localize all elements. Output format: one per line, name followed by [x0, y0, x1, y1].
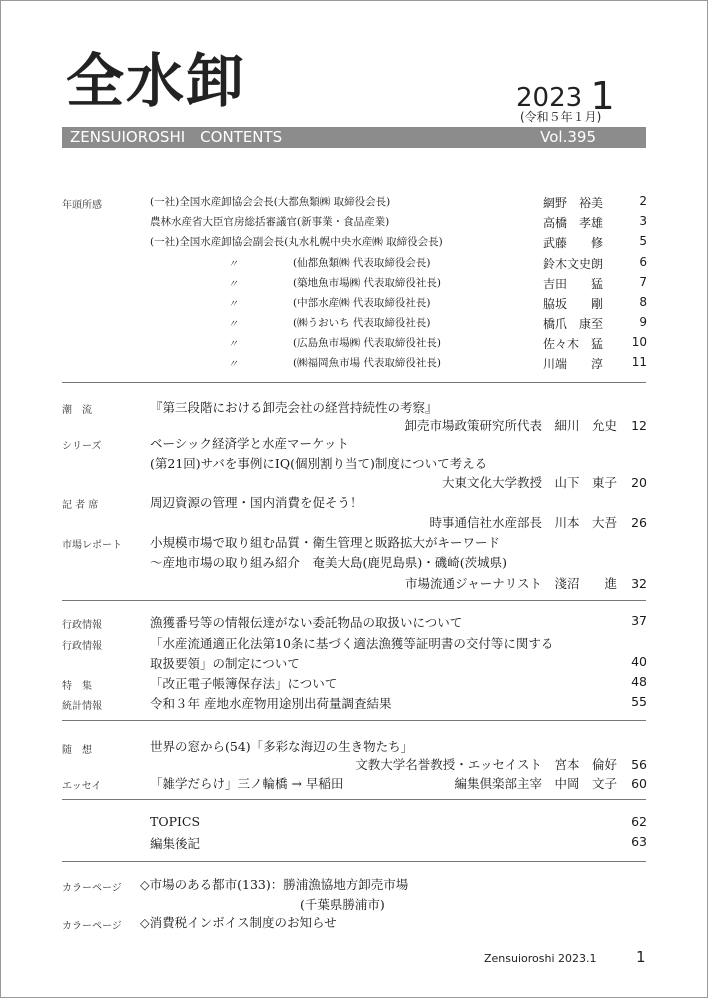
- page-number: 56: [631, 757, 647, 772]
- section-divider: [62, 799, 646, 800]
- article-title[interactable]: 「水産流通適正化法第10条に基づく適法漁獲等証明書の交付等に関する: [150, 636, 554, 651]
- toc-description: 農林水産省大臣官房総括審議官(新事業・食品産業): [150, 216, 390, 228]
- article-page: [617, 674, 647, 689]
- author-name: 佐々木 猛: [543, 337, 604, 351]
- section-divider: [62, 861, 646, 862]
- page-number: 55: [631, 694, 647, 709]
- contents-banner: [62, 127, 646, 148]
- ditto-mark: 〃: [228, 279, 238, 290]
- toc-row[interactable]: [0, 335, 710, 353]
- page-number: 5: [639, 234, 647, 248]
- toc-row[interactable]: [0, 275, 710, 293]
- section-label-color-page: カラーページ: [62, 883, 122, 894]
- page-number: 48: [631, 674, 647, 689]
- color-page-title[interactable]: ◇市場のある都市(133)：勝浦漁協地方卸売市場: [140, 877, 409, 892]
- byline-text: 市場流通ジャーナリスト 淺沼 進: [404, 576, 617, 591]
- byline-text: 編集倶楽部主宰 中岡 文子: [454, 776, 617, 791]
- article-byline: [442, 473, 647, 491]
- article-subtitle[interactable]: 取扱要領」の制定について: [150, 656, 300, 671]
- article-byline: [404, 416, 647, 434]
- article-title[interactable]: 『第三段階における卸売会社の経営持続性の考察』: [150, 400, 438, 415]
- section-divider: [62, 382, 646, 383]
- page-number: 3: [639, 214, 647, 228]
- ditto-mark: 〃: [228, 259, 238, 270]
- page-number: 12: [631, 418, 647, 433]
- page-number: 8: [639, 295, 647, 309]
- issue-year: 2023: [516, 83, 583, 113]
- toc-row[interactable]: [0, 355, 710, 373]
- section-label-market-report: 市場レポート: [62, 540, 122, 551]
- toc-row[interactable]: [0, 295, 710, 313]
- page-number: 10: [631, 335, 647, 349]
- author-name: 脇坂 剛: [543, 297, 604, 311]
- toc-row[interactable]: [0, 255, 710, 273]
- article-byline: [454, 774, 647, 792]
- section-label-statistics: 統計情報: [62, 701, 102, 712]
- toc-description: (㈱うおいち 代表取締役社長): [293, 317, 431, 329]
- toc-row[interactable]: [0, 214, 710, 232]
- topics-page: [617, 814, 647, 829]
- toc-row[interactable]: [0, 234, 710, 252]
- article-title[interactable]: 「雑学だらけ」三ノ輪橋 → 早稲田: [150, 776, 344, 791]
- author-name: 武藤 修: [543, 236, 604, 250]
- toc-description: (広島魚市場㈱ 代表取締役社長): [293, 337, 442, 349]
- article-page: [617, 654, 647, 669]
- article-page: [617, 694, 647, 709]
- section-label-admin: 行政情報: [62, 620, 102, 631]
- ditto-mark: 〃: [228, 359, 238, 370]
- magazine-logo: 全水卸: [66, 47, 247, 115]
- article-title[interactable]: ベーシック経済学と水産マーケット: [150, 436, 349, 451]
- toc-description: (仙都魚類㈱ 代表取締役会長): [293, 257, 431, 269]
- page-number: 26: [631, 515, 647, 530]
- toc-description: (㈱福岡魚市場 代表取締役社長): [293, 357, 442, 369]
- author-name: 吉田 猛: [543, 277, 604, 291]
- toc-description: (一社)全国水産卸協会副会長(丸水札幌中央水産㈱ 取締役会長): [150, 236, 443, 248]
- page-number: 20: [631, 475, 647, 490]
- issue-era: (令和５年１月): [520, 110, 602, 124]
- page-number: 32: [631, 576, 647, 591]
- page-number: 62: [631, 814, 647, 829]
- footer-issue: Zensuioroshi 2023.1: [484, 952, 597, 965]
- toc-description: (一社)全国水産卸協会会長(大都魚類㈱ 取締役会長): [150, 196, 391, 208]
- ditto-mark: 〃: [228, 299, 238, 310]
- volume-number: Vol.395: [540, 128, 596, 146]
- color-page-subtitle: (千葉県勝浦市): [300, 897, 385, 912]
- topics-title[interactable]: TOPICS: [150, 814, 201, 829]
- section-label-admin: 行政情報: [62, 641, 102, 652]
- article-byline: [429, 513, 647, 531]
- section-divider: [62, 600, 646, 601]
- section-label-series: シリーズ: [62, 441, 102, 452]
- article-byline: [355, 755, 647, 773]
- article-title[interactable]: 漁獲番号等の情報伝達がない委託物品の取扱いについて: [150, 615, 463, 630]
- toc-description: (中部水産㈱ 代表取締役社長): [293, 297, 431, 309]
- article-subtitle[interactable]: (第21回)サバを事例にIQ(個別割り当て)制度について考える: [150, 456, 488, 471]
- article-title[interactable]: 小規模市場で取り組む品質・衛生管理と販路拡大がキーワード: [150, 535, 501, 550]
- author-name: 鈴木文史朗: [543, 257, 604, 271]
- toc-description: (築地魚市場㈱ 代表取締役社長): [293, 277, 442, 289]
- author-name: 橋爪 康至: [543, 317, 604, 331]
- section-label-color-page: カラーページ: [62, 921, 122, 932]
- page-number: 6: [639, 255, 647, 269]
- article-page: [617, 613, 647, 628]
- section-label-greetings: 年頭所感: [62, 200, 102, 211]
- author-name: 高橋 孝雄: [543, 216, 604, 230]
- author-name: 網野 裕美: [543, 196, 604, 210]
- section-label-essay-2: エッセイ: [62, 781, 102, 792]
- section-divider: [62, 720, 646, 721]
- article-title[interactable]: 世界の窓から(54)「多彩な海辺の生き物たち」: [150, 739, 414, 754]
- section-label-trend: 潮 流: [62, 405, 92, 416]
- page-number: 63: [631, 834, 647, 849]
- page-number: 11: [631, 355, 647, 369]
- article-title[interactable]: 令和３年 産地水産物用途別出荷量調査結果: [150, 696, 392, 711]
- ditto-mark: 〃: [228, 319, 238, 330]
- byline-text: 文教大学名誉教授・エッセイスト 宮本 倫好: [355, 757, 617, 772]
- page-number: 9: [639, 315, 647, 329]
- afterword-title[interactable]: 編集後記: [150, 836, 201, 851]
- section-label-essay: 随 想: [62, 745, 92, 756]
- banner-title: ZENSUIOROSHI CONTENTS: [70, 128, 283, 146]
- section-label-feature: 特 集: [62, 681, 92, 692]
- article-byline: [405, 574, 647, 592]
- afterword-page: [617, 834, 647, 849]
- page-number: 7: [639, 275, 647, 289]
- footer-page-number: 1: [636, 948, 646, 966]
- toc-row[interactable]: [0, 194, 710, 212]
- page-number: 37: [631, 613, 647, 628]
- byline-text: 大東文化大学教授 山下 東子: [441, 475, 617, 490]
- author-name: 川端 淳: [543, 357, 604, 371]
- toc-row[interactable]: [0, 315, 710, 333]
- ditto-mark: 〃: [228, 339, 238, 350]
- byline-text: 時事通信社水産部長 川本 大吾: [429, 515, 617, 530]
- section-label-press: 記 者 席: [62, 500, 99, 511]
- page-number: 40: [631, 654, 647, 669]
- issue-month: 1: [590, 74, 615, 118]
- color-page-title[interactable]: ◇消費税インボイス制度のお知らせ: [140, 915, 337, 930]
- article-title[interactable]: 「改正電子帳簿保存法」について: [150, 676, 338, 691]
- page-number: 60: [631, 776, 647, 791]
- article-subtitle[interactable]: ～産地市場の取り組み紹介 奄美大島(鹿児島県)・磯崎(茨城県): [150, 555, 508, 570]
- byline-text: 卸売市場政策研究所代表 細川 允史: [404, 418, 617, 433]
- article-title[interactable]: 周辺資源の管理・国内消費を促そう！: [150, 495, 363, 510]
- page-number: 2: [639, 194, 647, 208]
